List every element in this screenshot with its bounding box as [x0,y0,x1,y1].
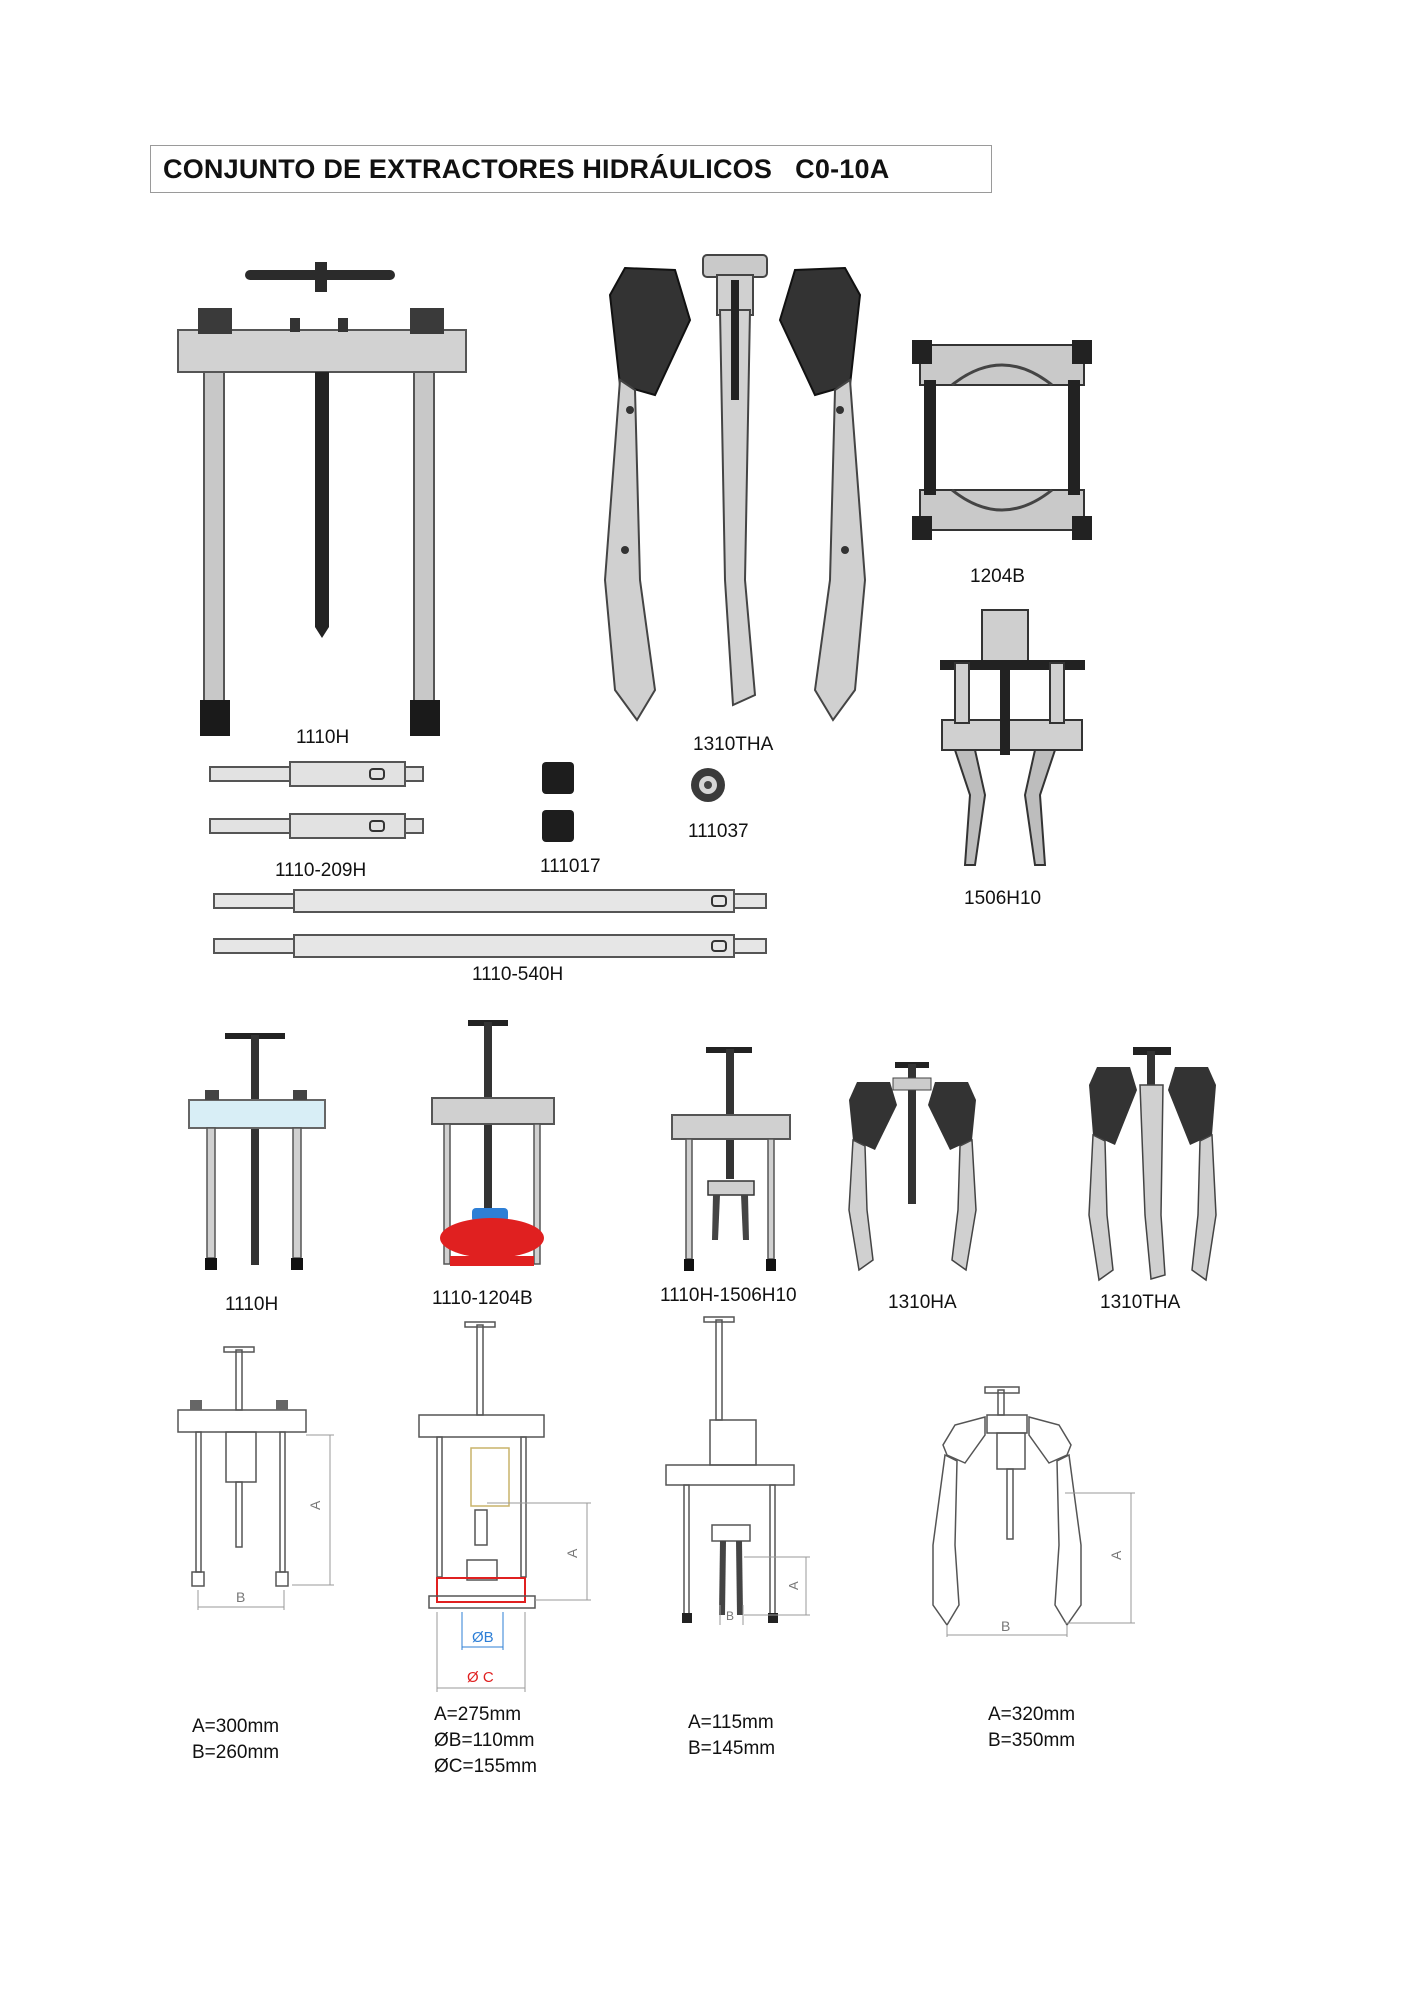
dim-letter-a: A [1108,1550,1124,1560]
label-assy-1310tha: 1310THA [1100,1292,1181,1313]
dim-letter-a: A [307,1500,323,1510]
dim-letter-diameter-c: Ø C [467,1669,494,1686]
assembly-1110h-image [185,1030,330,1275]
label-1110h: 1110H [296,727,350,748]
label-assy-1110h-1506h10: 1110H-1506H10 [660,1285,797,1306]
label-assy-1110-1204b: 1110-1204B [432,1288,533,1309]
dimension-b: ØB=110mm [434,1730,535,1751]
dimensions-1110-1204b [434,1702,537,1780]
dimensions-1110h [192,1714,279,1766]
document-title: CONJUNTO DE EXTRACTORES HIDRÁULICOS C0-10A [163,154,890,184]
dim-letter-a: A [786,1581,801,1590]
feet-111017-image [540,760,580,845]
label-111017: 111017 [540,856,601,877]
label-1204b: 1204B [970,566,1025,587]
label-1310tha-top: 1310THA [693,734,774,755]
assembly-1310tha-image [1085,1045,1220,1285]
dimensions-1310ha [988,1702,1075,1754]
dimension-b: B=260mm [192,1742,280,1763]
label-assy-1310ha: 1310HA [888,1292,957,1313]
dimension-drawing-1110-1204b [415,1320,600,1700]
assembly-1110-1204b-image [428,1018,558,1273]
rods-1110-209h-image [208,760,428,840]
label-1110-209h: 1110-209H [275,860,367,881]
dim-letter-b: B [236,1589,246,1605]
dimension-a: A=320mm [988,1704,1076,1725]
dimension-a: A=275mm [434,1704,522,1725]
dimension-drawing-1310ha [925,1385,1140,1640]
dim-letter-b: B [726,1609,735,1623]
dimensions-1110h-1506h10 [688,1710,775,1762]
dimension-c: ØC=155mm [434,1756,537,1777]
dimension-b: B=145mm [688,1738,776,1759]
dim-letter-diameter-b: ØB [472,1629,494,1646]
label-assy-1110h: 1110H [225,1294,279,1315]
puller-1506h10-image [930,605,1090,870]
dim-letter-b: B [1001,1618,1011,1634]
dim-letter-a: A [564,1548,580,1558]
dimension-drawing-1110h [172,1345,347,1615]
label-1506h10: 1506H10 [964,888,1042,909]
rods-1110-540h-image [212,888,772,963]
dimension-a: A=300mm [192,1716,280,1737]
puller-1310tha-image [595,250,875,725]
cap-111037-image [688,765,728,805]
dimension-drawing-1110h-1506h10 [660,1315,815,1625]
label-111037: 111037 [688,821,749,842]
puller-1110h-image [170,260,480,740]
separator-1204b-image [912,340,1092,540]
dimension-b: B=350mm [988,1730,1076,1751]
assembly-1110h-1506h10-image [668,1045,798,1275]
title-box [150,145,992,193]
dimension-a: A=115mm [688,1712,774,1733]
label-1110-540h: 1110-540H [472,964,564,985]
assembly-1310ha-image [845,1060,980,1275]
